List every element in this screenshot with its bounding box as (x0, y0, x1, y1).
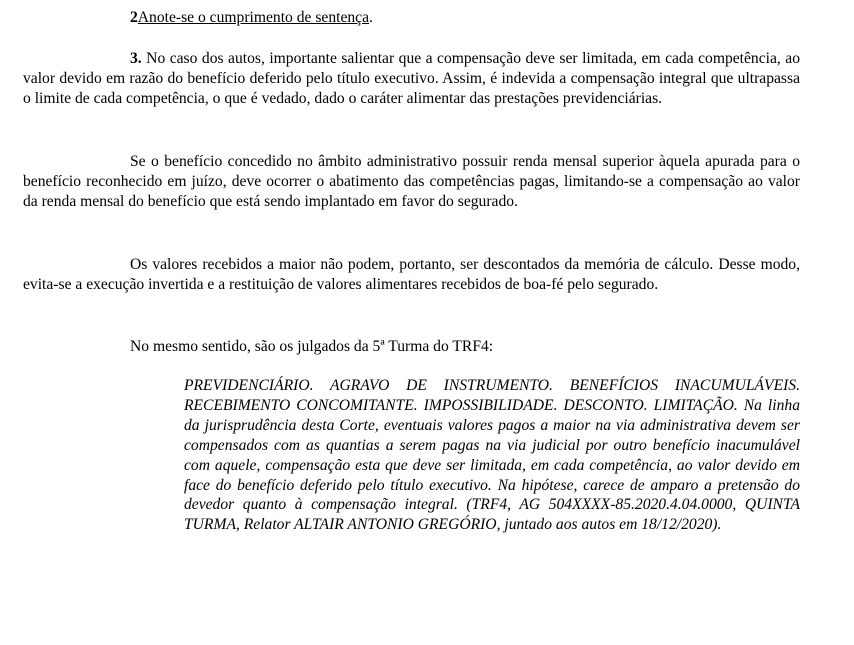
item-2-number: 2 (130, 9, 138, 26)
jurisprudence-quote: PREVIDENCIÁRIO. AGRAVO DE INSTRUMENTO. BENEFÍCIOS INACUMULÁVEIS. RECEBIMENTO CONCOMITANTE. IMPOSSIBILIDADE. DESCONTO. LIMITAÇÃO. Na linha da jurisprudência desta Corte, eventuais valores pagos a maior na via administrativa devem ser compensados com as quantias a serem pagas na via judicial por outro benefício inacumulável com aquele, compensação esta que deve ser limitada, em cada competência, ao valor devido em face do benefício deferido pelo título executivo. Na hipótese, carece de amparo a pretensão do devedor quanto à compensação integral. (TRF4, AG 504XXXX-85.2020.4.04.0000, QUINTA TURMA, Relator ALTAIR ANTONIO GREGÓRIO, juntado aos autos em 18/12/2020). (184, 377, 800, 534)
item-3-paragraph (23, 49, 800, 110)
item-3-number: 3. (130, 50, 142, 67)
item-2-period: . (369, 9, 373, 26)
item-2-paragraph (23, 8, 800, 28)
item-3-text: No caso dos autos, importante salientar que a compensação deve ser limitada, em cada competência, ao valor devido em razão do benefício deferido pelo título executivo. Assim, é indevida a compensação integral que ultrapassa o limite de cada competência, o que é vedado, dado o caráter alimentar das prestações previdenciárias. (23, 50, 800, 108)
mesmo-sentido-paragraph: No mesmo sentido, são os julgados da 5ª Turma do TRF4: (130, 338, 494, 355)
item-2-text: Anote-se o cumprimento de sentença (137, 9, 370, 26)
valores-recebidos-paragraph: Os valores recebidos a maior não podem, portanto, ser descontados da memória de cálculo. Desse modo, evita-se a execução invertida e a restituição de valores alimentares recebidos de boa-fé pelo segurado. (23, 256, 800, 294)
renda-mensal-paragraph: Se o benefício concedido no âmbito administrativo possuir renda mensal superior àquela apurada para o benefício reconhecido em juízo, deve ocorrer o abatimento das competências pagas, limitando-se a compensação ao valor da renda mensal do benefício que está sendo implantado em favor do segurado. (23, 153, 800, 211)
